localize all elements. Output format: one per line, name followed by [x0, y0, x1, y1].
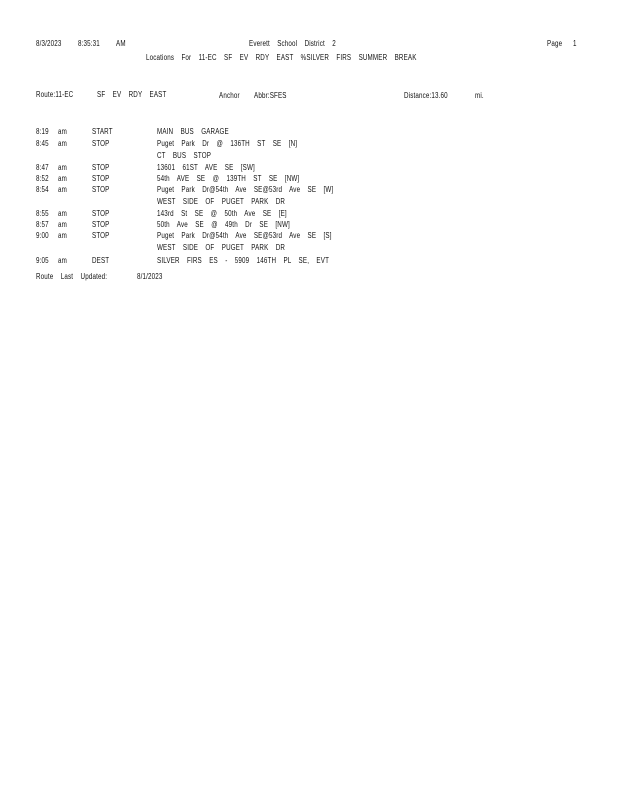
- route-abbr: Abbr:SFES: [254, 91, 287, 100]
- stop-time: 8:45: [36, 139, 49, 148]
- stop-location-continued: CT BUS STOP: [157, 151, 212, 160]
- stop-time: 9:05: [36, 256, 49, 265]
- stop-time: 8:54: [36, 185, 49, 194]
- stop-location: Puget Park Dr@54th Ave SE@53rd Ave SE [W]: [157, 185, 334, 194]
- stop-time: 9:00: [36, 231, 49, 240]
- report-time: 8:35:31: [78, 39, 100, 48]
- stop-kind: STOP: [92, 174, 110, 183]
- stop-kind: STOP: [92, 231, 110, 240]
- stop-location: 143rd St SE @ 50th Ave SE [E]: [157, 209, 287, 218]
- stop-ampm: am: [58, 139, 67, 148]
- stop-time: 8:19: [36, 127, 49, 136]
- route-updated-label: Route Last Updated:: [36, 272, 108, 281]
- stop-kind: STOP: [92, 220, 110, 229]
- stop-time: 8:55: [36, 209, 49, 218]
- report-subtitle: Locations For 11-EC SF EV RDY EAST %SILVER FIRS SUMMER BREAK: [146, 53, 417, 62]
- stop-location: Puget Park Dr @ 136TH ST SE [N]: [157, 139, 298, 148]
- route-id: Route:11-EC: [36, 90, 74, 99]
- stop-location-continued: WEST SIDE OF PUGET PARK DR: [157, 197, 286, 206]
- stop-ampm: am: [58, 185, 67, 194]
- stop-ampm: am: [58, 163, 67, 172]
- stop-location: MAIN BUS GARAGE: [157, 127, 229, 136]
- stop-location: 54th AVE SE @ 139TH ST SE [NW]: [157, 174, 300, 183]
- stop-kind: START: [92, 127, 113, 136]
- report-date: 8/3/2023: [36, 39, 62, 48]
- stop-ampm: am: [58, 231, 67, 240]
- route-distance: Distance:13.60: [404, 91, 448, 100]
- stop-location: 13601 61ST AVE SE [SW]: [157, 163, 255, 172]
- report-ampm: AM: [116, 39, 126, 48]
- stop-ampm: am: [58, 174, 67, 183]
- anchor-label: Anchor: [219, 91, 240, 100]
- page-label: Page: [547, 39, 563, 48]
- stop-kind: STOP: [92, 185, 110, 194]
- page-number: 1: [573, 39, 577, 48]
- stop-kind: STOP: [92, 139, 110, 148]
- route-name: SF EV RDY EAST: [97, 90, 167, 99]
- stop-kind: DEST: [92, 256, 110, 265]
- stop-ampm: am: [58, 127, 67, 136]
- stop-location: Puget Park Dr@54th Ave SE@53rd Ave SE [S]: [157, 231, 332, 240]
- distance-unit: mi.: [475, 91, 484, 100]
- route-updated-date: 8/1/2023: [137, 272, 163, 281]
- stop-ampm: am: [58, 220, 67, 229]
- report-title: Everett School District 2: [249, 39, 336, 48]
- stop-time: 8:47: [36, 163, 49, 172]
- stop-kind: STOP: [92, 163, 110, 172]
- stop-time: 8:52: [36, 174, 49, 183]
- stop-location: SILVER FIRS ES - 5909 146TH PL SE, EVT: [157, 256, 330, 265]
- stop-location: 50th Ave SE @ 49th Dr SE [NW]: [157, 220, 290, 229]
- stop-location-continued: WEST SIDE OF PUGET PARK DR: [157, 243, 286, 252]
- stop-ampm: am: [58, 209, 67, 218]
- stop-ampm: am: [58, 256, 67, 265]
- stop-kind: STOP: [92, 209, 110, 218]
- stop-time: 8:57: [36, 220, 49, 229]
